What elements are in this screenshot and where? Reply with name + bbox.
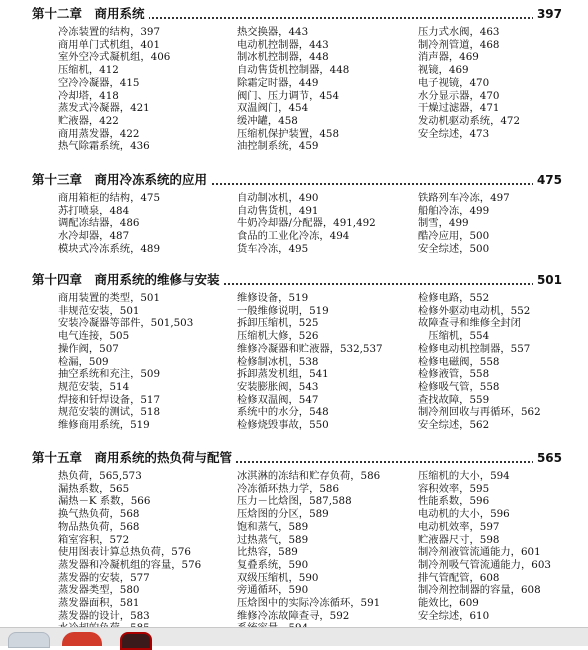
toc-entry: 电动机的大小，596 (418, 508, 510, 521)
toc-entry: 蒸发器的设计，583 (58, 609, 150, 622)
toc-entry: 自动售货机控制器，448 (237, 64, 350, 77)
toc-entry: 安全综述，562 (418, 419, 490, 432)
chapter-header (32, 450, 562, 466)
taskbar (0, 627, 588, 646)
toc-entry: 压力－比焓图，587,588 (237, 495, 352, 508)
toc-entry: 电子视镜，470 (418, 76, 490, 89)
toc-entry: 物品热负荷，568 (58, 520, 140, 533)
toc-entry: 油控制系统，459 (237, 140, 319, 153)
toc-entry: 蒸发器的安装，577 (58, 571, 150, 584)
toc-entry: 制冷剂回收与再循环，562 (418, 406, 541, 419)
toc-entry: 商用蒸发器，422 (58, 127, 140, 140)
toc-entry: 压焓图的分区，589 (237, 508, 329, 521)
toc-entry: 水冷却器，487 (58, 230, 130, 243)
taskbar-app-icon[interactable] (120, 632, 152, 650)
toc-entry: 蒸发式冷凝器，421 (58, 102, 150, 115)
toc-entry: 一般维修说明，519 (237, 304, 329, 317)
toc-entry: 维修冷凝器和贮液器，532,537 (237, 342, 383, 355)
toc-entry: 漏热－K 系数，566 (58, 495, 151, 508)
toc-entry: 电动机效率，597 (418, 520, 500, 533)
toc-entry: 制冷剂控制器的容量，608 (418, 584, 541, 597)
toc-entry: 自动售货机，491 (237, 204, 319, 217)
entry-column-3 (418, 292, 541, 432)
toc-entry: 规范安装，514 (58, 380, 130, 393)
entry-column-3 (418, 192, 510, 256)
toc-entry: 除霜定时器，449 (237, 76, 319, 89)
chapter-page-number: 397 (533, 6, 562, 22)
toc-entry: 调配冻结器，486 (58, 217, 140, 230)
chapter-header (32, 172, 562, 188)
toc-entry: 商用装置的类型，501 (58, 292, 161, 304)
toc-entry: 检修电磁阀，558 (418, 355, 500, 368)
toc-entry: 缓冲罐，458 (237, 114, 298, 127)
toc-entry: 蒸发器类型，580 (58, 584, 140, 597)
chapter-title: 第十五章 商用系统的热负荷与配管 (32, 450, 236, 466)
entry-column-2 (237, 470, 380, 635)
toc-entry: 贮液器，422 (58, 114, 119, 127)
toc-entry: 检修烧毁事故，550 (237, 419, 329, 432)
toc-entry: 视镜，469 (418, 64, 469, 77)
entry-column-1 (58, 470, 201, 635)
toc-entry: 安装冷凝器等部件，501,503 (58, 317, 194, 330)
toc-entry: 空冷冷凝器，415 (58, 76, 140, 89)
toc-entry: 水分显示器，470 (418, 89, 500, 102)
chapter-header (32, 6, 562, 22)
toc-entry: 消声器，469 (418, 51, 479, 64)
toc-entry: 比热容，589 (237, 546, 298, 559)
toc-entry: 自动制冰机，490 (237, 192, 319, 204)
toc-entry: 检修吸气管，558 (418, 380, 500, 393)
toc-entry: 安全综述，473 (418, 127, 490, 140)
toc-entry: 焊接和钎焊设备，517 (58, 393, 161, 406)
toc-entry: 热负荷，565,573 (58, 470, 142, 482)
toc-entry: 蒸发器和冷凝机组的容量，576 (58, 558, 202, 571)
entry-column-1 (58, 192, 160, 256)
toc-entry: 复叠系统，590 (237, 558, 309, 571)
toc-entry: 饱和蒸气，589 (237, 520, 309, 533)
toc-entry: 非规范安装，501 (58, 304, 140, 317)
toc-entry: 商用箱柜的结构，475 (58, 192, 161, 204)
toc-entry: 检修电动机控制器，557 (418, 342, 531, 355)
toc-entry: 使用图表计算总热负荷，576 (58, 546, 191, 559)
toc-entry: 旁通循环，590 (237, 584, 309, 597)
toc-entry: 维修商用系统，519 (58, 419, 150, 432)
toc-entry: 制冰机控制器，448 (237, 51, 329, 64)
chapter-header (32, 272, 562, 288)
toc-entry: 容积效率，595 (418, 482, 490, 495)
toc-entry: 电动机控制器，443 (237, 38, 329, 51)
toc-entry: 安装膨胀阀，543 (237, 380, 319, 393)
toc-entry: 排气管配管，608 (418, 571, 500, 584)
toc-entry: 维修设备，519 (237, 292, 309, 304)
toc-entry: 压缩机大修，526 (237, 330, 319, 343)
toc-entry: 压缩机，412 (58, 64, 119, 77)
chapter-page-number: 475 (533, 172, 562, 188)
toc-entry: 系统中的水分，548 (237, 406, 329, 419)
toc-entry: 查找故障，559 (418, 393, 490, 406)
toc-entry: 冷却塔，418 (58, 89, 119, 102)
toc-entry: 检修外驱动电动机，552 (418, 304, 531, 317)
toc-entry: 检修双温阀，547 (237, 393, 319, 406)
toc-entry: 箱室容积，572 (58, 533, 130, 546)
toc-entry: 性能系数，596 (418, 495, 490, 508)
toc-entry: 制雪，499 (418, 217, 469, 230)
chapter-page-number: 565 (533, 450, 562, 466)
entry-column-2 (237, 192, 376, 256)
toc-entry: 拆卸蒸发机组，541 (237, 368, 329, 381)
toc-entry: 制冷剂液管流通能力，601 (418, 546, 541, 559)
taskbar-button[interactable] (8, 632, 50, 648)
toc-entry: 故障查寻和维修全封闭 (418, 317, 521, 330)
toc-entry: 安全综述，610 (418, 609, 490, 622)
toc-entry: 贮液器尺寸，598 (418, 533, 500, 546)
toc-entry: 压缩机，554 (418, 330, 490, 343)
toc-entry: 过热蒸气，589 (237, 533, 309, 546)
toc-entry: 压焓图中的实际冷冻循环，591 (237, 597, 381, 610)
toc-entry: 双温阀门，454 (237, 102, 309, 115)
toc-entry: 阀门、压力调节，454 (237, 89, 340, 102)
toc-entry: 发动机驱动系统，472 (418, 114, 521, 127)
toc-entry: 酷冷应用，500 (418, 230, 490, 243)
toc-entry: 检修制冰机，538 (237, 355, 319, 368)
toc-entry: 制冷剂吸气管流通能力，603 (418, 558, 551, 571)
chapter-title: 第十四章 商用系统的维修与安装 (32, 272, 224, 288)
entry-column-3 (418, 470, 551, 622)
toc-entry: 苏打喷泉，484 (58, 204, 130, 217)
toc-entry: 能效比，609 (418, 597, 479, 610)
toc-entry: 规范安装的测试，518 (58, 406, 161, 419)
toc-entry: 冰淇淋的冻结和贮存负荷，586 (237, 470, 381, 482)
toc-entry: 检修液管，558 (418, 368, 490, 381)
toc-entry: 压力式水阀，463 (418, 26, 500, 38)
toc-entry: 拆卸压缩机，525 (237, 317, 319, 330)
entry-column-2 (237, 26, 349, 153)
toc-entry: 抽空系统和充注，509 (58, 368, 161, 381)
toc-entry: 干燥过滤器，471 (418, 102, 500, 115)
entry-column-1 (58, 292, 193, 432)
toc-entry: 维修冷冻故障查寻，592 (237, 609, 350, 622)
toc-entry: 换气热负荷，568 (58, 508, 140, 521)
toc-entry: 电气连接，505 (58, 330, 130, 343)
taskbar-app-icon[interactable] (62, 632, 102, 646)
toc-entry: 双级压缩机，590 (237, 571, 319, 584)
toc-entry: 检修电路，552 (418, 292, 490, 304)
toc-entry: 牛奶冷却器/分配器，491,492 (237, 217, 376, 230)
toc-entry: 船舶冷冻，499 (418, 204, 490, 217)
toc-entry: 安全综述，500 (418, 242, 490, 255)
entry-column-1 (58, 26, 170, 153)
chapter-title: 第十三章 商用冷冻系统的应用 (32, 172, 211, 188)
toc-entry: 商用单门式机组，401 (58, 38, 161, 51)
toc-entry: 冷冻循环热力学，586 (237, 482, 340, 495)
toc-entry: 压缩机保护装置，458 (237, 127, 340, 140)
toc-entry: 冷冻装置的结构，397 (58, 26, 161, 38)
toc-entry: 室外空冷式凝机组，406 (58, 51, 171, 64)
toc-entry: 操作阀，507 (58, 342, 119, 355)
toc-entry: 热交换器，443 (237, 26, 309, 38)
toc-entry: 压缩机的大小，594 (418, 470, 510, 482)
chapter-page-number: 501 (533, 272, 562, 288)
toc-entry: 热气除霜系统，436 (58, 140, 150, 153)
entry-column-2 (237, 292, 383, 432)
toc-entry: 货车冷冻，495 (237, 242, 309, 255)
toc-entry: 制冷剂管道，468 (418, 38, 500, 51)
toc-entry: 检漏，509 (58, 355, 109, 368)
toc-entry: 蒸发器面积，581 (58, 597, 140, 610)
toc-entry: 铁路列车冷冻，497 (418, 192, 510, 204)
toc-entry: 食品的工业化冷冻，494 (237, 230, 350, 243)
toc-entry: 模块式冷冻系统，489 (58, 242, 161, 255)
toc-entry: 漏热系数，565 (58, 482, 130, 495)
entry-column-3 (418, 26, 520, 140)
chapter-title: 第十二章 商用系统 (32, 6, 149, 22)
